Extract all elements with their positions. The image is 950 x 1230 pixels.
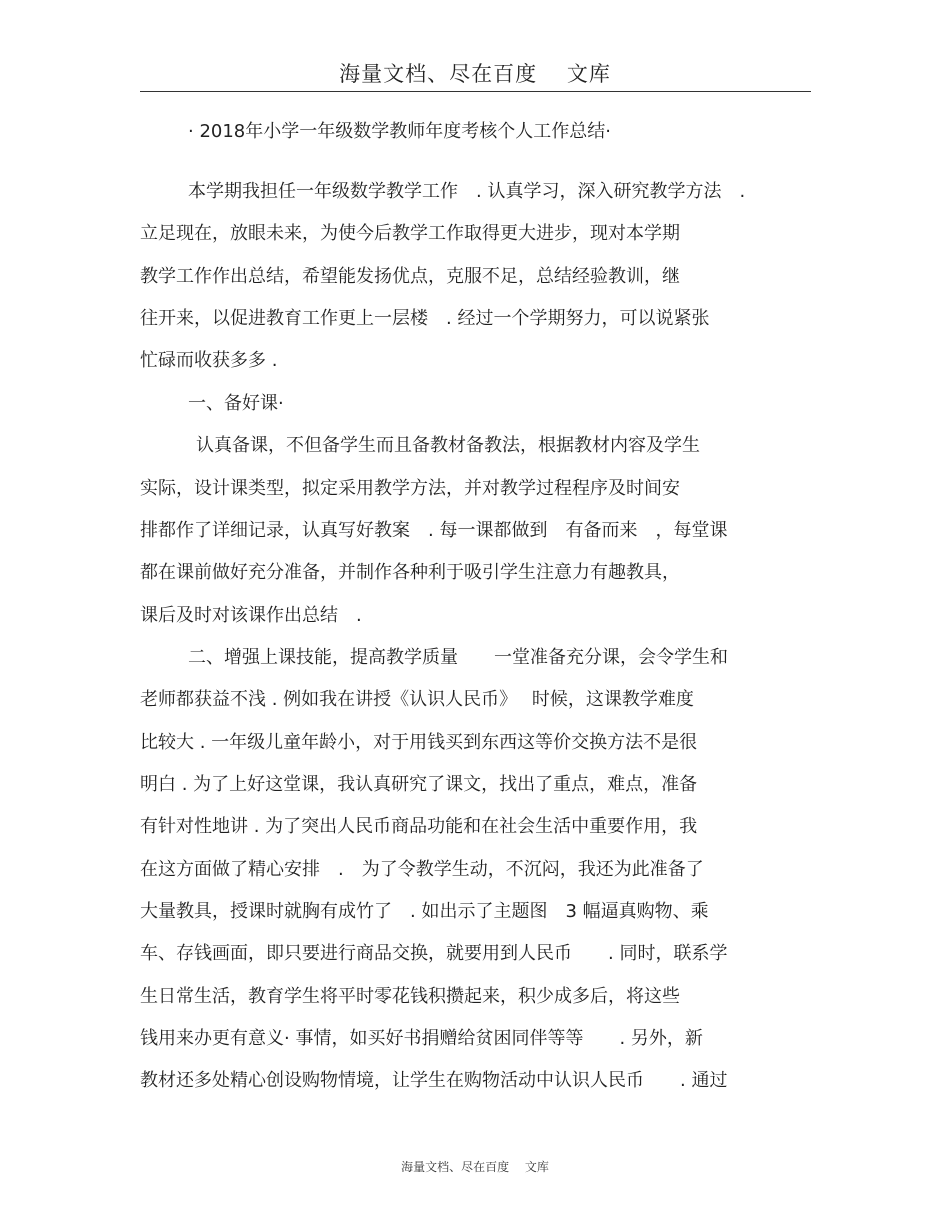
- body-line: 大量教具，授课时就胸有成竹了 . 如出示了主题图 3 幅逼真购物、乘: [140, 901, 709, 922]
- body-line: 车、存钱画面，即只要进行商品交换，就要用到人民币 . 同时，联系学: [140, 943, 728, 964]
- body-line: 都在课前做好充分准备，并制作各种利于吸引学生注意力有趣教具，: [140, 562, 680, 583]
- body-line: 老师都获益不浅 . 例如我在讲授《认识人民币》 时候，这课教学难度: [140, 689, 694, 710]
- body-line: 实际，设计课类型，拟定采用教学方法，并对教学过程程序及时间安: [140, 478, 680, 499]
- section-heading: 二、增强上课技能，提高教学质量 一堂准备充分课，会令学生和: [188, 647, 728, 668]
- page-footer: 海量文档、尽在百度 文库: [401, 1160, 549, 1174]
- body-line: 本学期我担任一年级数学教学工作 . 认真学习，深入研究教学方法 .: [188, 181, 746, 202]
- body-line: 认真备课，不但备学生而且备教材备教法，根据教材内容及学生: [196, 435, 700, 456]
- body-line: 生日常生活，教育学生将平时零花钱积攒起来，积少成多后，将这些: [140, 986, 680, 1007]
- body-line: 教材还多处精心创设购物情境，让学生在购物活动中认识人民币 . 通过: [140, 1070, 728, 1091]
- body-line: 有针对性地讲 . 为了突出人民币商品功能和在社会生活中重要作用，我: [140, 816, 698, 837]
- body-line: 在这方面做了精心安排 . 为了令教学生动，不沉闷，我还为此准备了: [140, 859, 704, 880]
- body-line: 比较大 . 一年级儿童年龄小，对于用钱买到东西这等价交换方法不是很: [140, 732, 698, 753]
- body-line: 排都作了详细记录，认真写好教案 . 每一课都做到 有备而来 ，每堂课: [140, 520, 728, 541]
- body-line: 钱用来办更有意义· 事情，如买好书捐赠给贫困同伴等等 . 另外，新: [140, 1028, 703, 1049]
- body-line: 往开来，以促进教育工作更上一层楼 . 经过一个学期努力，可以说紧张: [140, 308, 710, 329]
- body-line: 忙碌而收获多多 .: [140, 350, 278, 371]
- page-header: 海量文档、尽在百度 文库: [339, 62, 611, 86]
- body-line: 明白 . 为了上好这堂课，我认真研究了课文，找出了重点，难点，准备: [140, 774, 698, 795]
- header-divider: [140, 91, 811, 92]
- document-title: · 2018年小学一年级数学教师年度考核个人工作总结·: [188, 121, 611, 142]
- section-heading: 一、备好课·: [188, 393, 284, 414]
- body-line: 课后及时对该课作出总结 .: [140, 605, 362, 626]
- body-line: 教学工作作出总结，希望能发扬优点，克服不足，总结经验教训，继: [140, 266, 680, 287]
- body-line: 立足现在，放眼未来，为使今后教学工作取得更大进步，现对本学期: [140, 223, 680, 244]
